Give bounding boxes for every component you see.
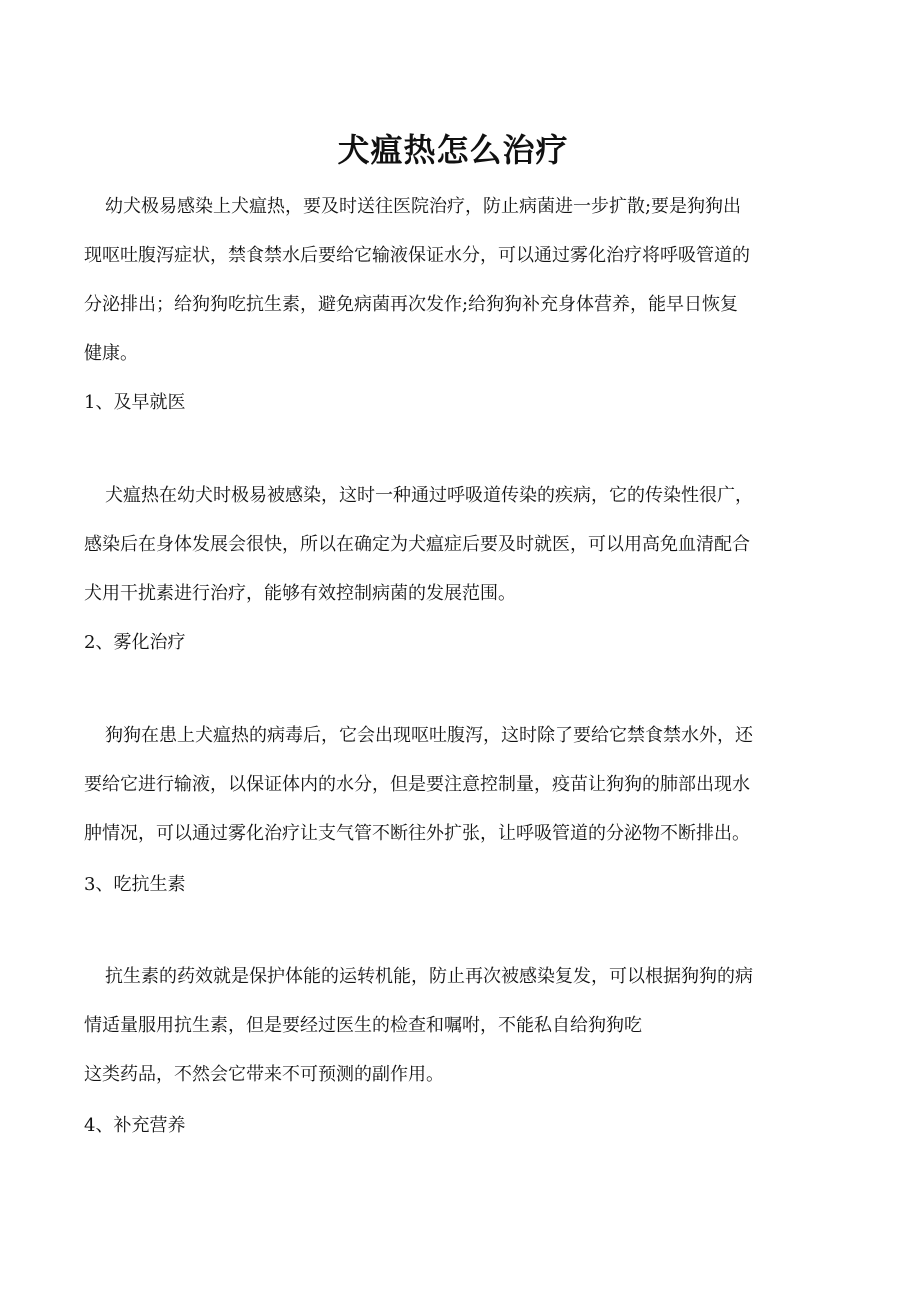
- paragraph-line: 这类药品，不然会它带来不可预测的副作用。: [84, 1064, 444, 1085]
- paragraph-line: 犬用干扰素进行治疗，能够有效控制病菌的发展范围。: [84, 583, 516, 604]
- section-heading-2: 2、雾化治疗: [84, 632, 186, 653]
- section-paragraph-2: [84, 711, 836, 858]
- section-heading-1: 1、及早就医: [84, 392, 186, 413]
- paragraph-line: 感染后在身体发展会很快，所以在确定为犬瘟症后要及时就医，可以用高免血清配合: [84, 534, 750, 555]
- paragraph-line: 肿情况，可以通过雾化治疗让支气管不断往外扩张，让呼吸管道的分泌物不断排出。: [84, 823, 750, 844]
- paragraph-line: 幼犬极易感染上犬瘟热，要及时送往医院治疗，防止病菌进一步扩散;要是狗狗出: [105, 196, 742, 217]
- paragraph-line: 情适量服用抗生素，但是要经过医生的检查和嘱咐，不能私自给狗狗吃: [84, 1015, 642, 1036]
- section-paragraph-3: [84, 952, 836, 1099]
- intro-paragraph: [84, 182, 836, 378]
- paragraph-line: 要给它进行输液，以保证体内的水分，但是要注意控制量，疫苗让狗狗的肺部出现水: [84, 774, 750, 795]
- paragraph-line: 健康。: [84, 343, 138, 364]
- section-heading-4: 4、补充营养: [84, 1115, 186, 1136]
- paragraph-line: 分泌排出；给狗狗吃抗生素，避免病菌再次发作;给狗狗补充身体营养，能早日恢复: [84, 294, 739, 315]
- paragraph-line: 现呕吐腹泻症状，禁食禁水后要给它输液保证水分，可以通过雾化治疗将呼吸管道的: [84, 245, 750, 266]
- document-title: 犬瘟热怎么治疗: [337, 131, 569, 169]
- paragraph-line: 抗生素的药效就是保护体能的运转机能，防止再次被感染复发，可以根据狗狗的病: [105, 966, 753, 987]
- section-heading-3: 3、吃抗生素: [84, 874, 186, 895]
- paragraph-line: 狗狗在患上犬瘟热的病毒后，它会出现呕吐腹泻，这时除了要给它禁食禁水外，还: [105, 725, 753, 746]
- paragraph-line: 犬瘟热在幼犬时极易被感染，这时一种通过呼吸道传染的疾病，它的传染性很广，: [105, 485, 753, 506]
- section-paragraph-1: [84, 471, 836, 618]
